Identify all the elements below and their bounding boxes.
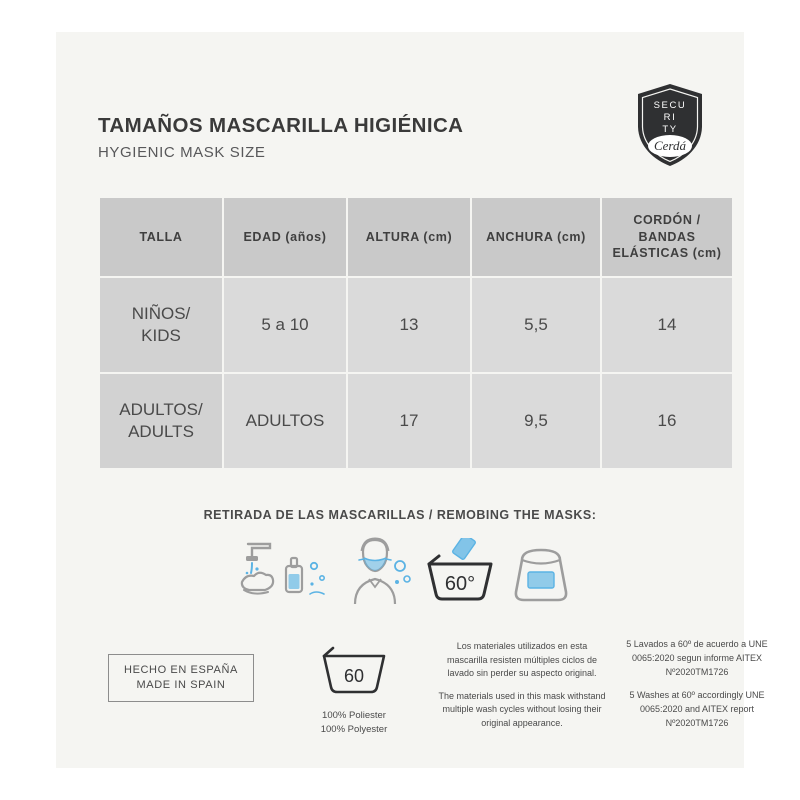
column-header-edad: EDAD (años) [223, 197, 347, 277]
cell-talla-kids [99, 277, 223, 373]
shield-icon [634, 82, 706, 168]
cell-anchura-adults: 9,5 [471, 373, 601, 469]
logo-line-2: RI [663, 112, 677, 123]
cell-cordon-kids: 14 [601, 277, 733, 373]
person-mask-icon [337, 534, 417, 608]
logo-line-1: SECU [653, 100, 687, 111]
cell-edad-adults: ADULTOS [223, 373, 347, 469]
table-header-row [99, 197, 733, 277]
wash-caption [294, 709, 414, 738]
column-header-anchura: ANCHURA (cm) [471, 197, 601, 277]
talla-kids-en: KIDS [141, 326, 181, 345]
talla-adults-en: ADULTS [128, 422, 194, 441]
cell-altura-adults: 17 [347, 373, 471, 469]
wash-temperature-block [294, 642, 414, 738]
table-header [99, 197, 733, 277]
removal-section-title: RETIRADA DE LAS MASCARILLAS / REMOBING THE MASKS: [203, 508, 597, 522]
header [98, 114, 558, 161]
security-cerda-logo [634, 82, 706, 168]
table-body [99, 277, 733, 469]
wash-60-icon [421, 538, 501, 604]
wash-temp-value: 60 [343, 666, 365, 686]
laundry-bag-icon [506, 538, 576, 604]
column-header-cordon: CORDÓN / BANDAS ELÁSTICAS (cm) [601, 197, 733, 277]
logo-brand: Cerdá [653, 138, 687, 153]
removal-icon-row [236, 532, 576, 610]
wash-caption-es: 100% Poliester [322, 710, 386, 721]
made-in-spain-en: MADE IN SPAIN [136, 679, 226, 691]
certification-note [622, 638, 772, 731]
table-row [99, 373, 733, 469]
talla-adults-es: ADULTOS/ [119, 399, 203, 419]
svg-text:60°: 60° [445, 573, 476, 595]
column-header-altura: ALTURA (cm) [347, 197, 471, 277]
material-description-en: The materials used in this mask withstand multiple wash cycles without losing their original appearance. [438, 690, 606, 728]
cell-talla-adults [99, 373, 223, 469]
column-header-talla: TALLA [99, 197, 223, 277]
wash-caption-en: 100% Polyester [320, 724, 388, 736]
cell-anchura-kids: 5,5 [471, 277, 601, 373]
material-description-es: Los materiales utilizados en esta mascarilla resisten múltiples ciclos de lavado sin perder su aspecto original. [446, 641, 598, 678]
cell-cordon-adults: 16 [601, 373, 733, 469]
made-in-spain-badge [108, 654, 254, 702]
page-subtitle: HYGIENIC MASK SIZE [98, 144, 266, 161]
info-card [56, 32, 768, 768]
page-title: TAMAÑOS MASCARILLA HIGIÉNICA [98, 114, 464, 137]
certification-note-es: 5 Lavados a 60º de acuerdo a UNE 0065:2020 segun informe AITEX Nº2020TM1726 [626, 639, 768, 677]
size-table [98, 196, 734, 470]
handwash-icon [236, 536, 332, 606]
certification-note-en: 5 Washes at 60º accordingly UNE 0065:2020 and AITEX report Nº2020TM1726 [629, 689, 765, 728]
logo-line-3: TY [662, 124, 678, 135]
cell-altura-kids: 13 [347, 277, 471, 373]
material-description [438, 640, 606, 730]
talla-kids-es: NIÑOS/ [131, 303, 191, 323]
cell-edad-kids: 5 a 10 [223, 277, 347, 373]
table-row [99, 277, 733, 373]
made-in-spain-es: HECHO EN ESPAÑA [124, 664, 238, 677]
wash-basin-icon [318, 642, 390, 698]
